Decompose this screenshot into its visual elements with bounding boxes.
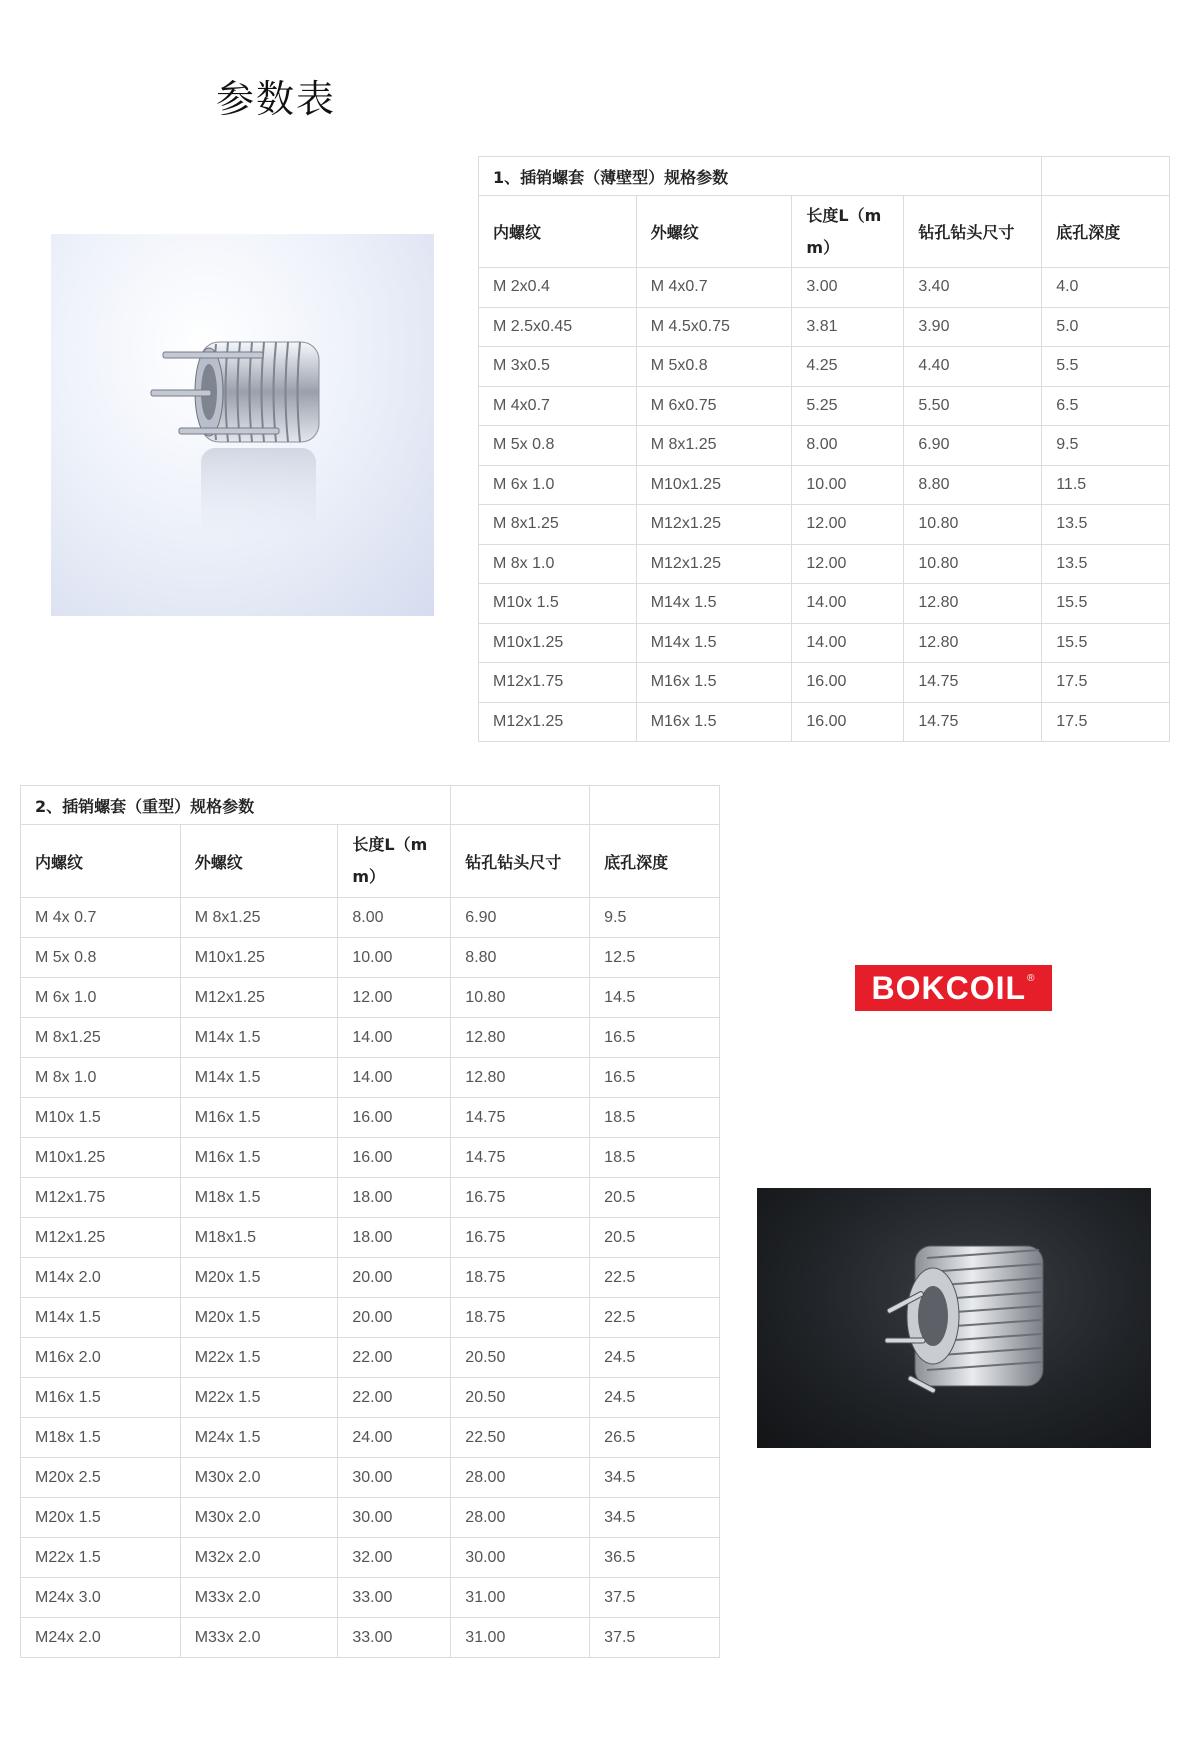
table-row: [479, 465, 1170, 505]
table-row: [21, 1058, 720, 1098]
table-row: [479, 307, 1170, 347]
product-photo-light: [51, 234, 434, 616]
cell-hole-depth: 4.0: [1042, 268, 1170, 308]
cell-drill-size: 12.80: [904, 584, 1042, 624]
cell-internal-thread: M12x1.75: [479, 663, 637, 703]
table-row: [21, 978, 720, 1018]
cell-hole-depth: 15.5: [1042, 623, 1170, 663]
table-row: [21, 1338, 720, 1378]
cell-external-thread: M33x 2.0: [180, 1618, 338, 1658]
cell-external-thread: M18x 1.5: [180, 1178, 338, 1218]
cell-length: 16.00: [338, 1138, 451, 1178]
cell-internal-thread: M 3x0.5: [479, 347, 637, 387]
cell-length: 33.00: [338, 1618, 451, 1658]
cell-internal-thread: M 8x1.25: [479, 505, 637, 545]
cell-internal-thread: M 5x 0.8: [21, 938, 181, 978]
table-row: [479, 584, 1170, 624]
cell-internal-thread: M 4x 0.7: [21, 898, 181, 938]
cell-external-thread: M14x 1.5: [180, 1018, 338, 1058]
cell-external-thread: M 8x1.25: [636, 426, 792, 466]
cell-length: 16.00: [792, 702, 904, 742]
cell-external-thread: M 6x0.75: [636, 386, 792, 426]
cell-internal-thread: M 2x0.4: [479, 268, 637, 308]
cell-hole-depth: 6.5: [1042, 386, 1170, 426]
cell-hole-depth: 12.5: [590, 938, 720, 978]
cell-drill-size: 20.50: [451, 1378, 590, 1418]
cell-internal-thread: M 8x 1.0: [21, 1058, 181, 1098]
cell-length: 20.00: [338, 1298, 451, 1338]
cell-internal-thread: M 5x 0.8: [479, 426, 637, 466]
table-row: [479, 505, 1170, 545]
cell-hole-depth: 17.5: [1042, 702, 1170, 742]
cell-external-thread: M 4.5x0.75: [636, 307, 792, 347]
cell-drill-size: 14.75: [904, 663, 1042, 703]
cell-length: 32.00: [338, 1538, 451, 1578]
cell-drill-size: 20.50: [451, 1338, 590, 1378]
table-row: [479, 544, 1170, 584]
cell-length: 22.00: [338, 1378, 451, 1418]
cell-external-thread: M16x 1.5: [636, 663, 792, 703]
header-external-thread: 外螺纹: [180, 825, 338, 898]
header-length: [338, 825, 451, 898]
cell-hole-depth: 11.5: [1042, 465, 1170, 505]
header-drill-size: 钻孔钻头尺寸: [904, 196, 1042, 268]
cell-hole-depth: 16.5: [590, 1018, 720, 1058]
cell-hole-depth: 37.5: [590, 1618, 720, 1658]
registered-mark: ®: [1027, 972, 1036, 984]
cell-internal-thread: M 2.5x0.45: [479, 307, 637, 347]
cell-internal-thread: M12x1.75: [21, 1178, 181, 1218]
cell-external-thread: M20x 1.5: [180, 1258, 338, 1298]
header-drill-size: 钻孔钻头尺寸: [451, 825, 590, 898]
cell-drill-size: 14.75: [451, 1138, 590, 1178]
cell-length: 12.00: [338, 978, 451, 1018]
table-row: [479, 268, 1170, 308]
cell-internal-thread: M20x 1.5: [21, 1498, 181, 1538]
header-hole-depth: 底孔深度: [1042, 196, 1170, 268]
cell-internal-thread: M 4x0.7: [479, 386, 637, 426]
table-caption-row: [479, 157, 1170, 196]
cell-drill-size: 16.75: [451, 1178, 590, 1218]
cell-drill-size: 10.80: [451, 978, 590, 1018]
cell-drill-size: 3.90: [904, 307, 1042, 347]
cell-hole-depth: 37.5: [590, 1578, 720, 1618]
cell-hole-depth: 22.5: [590, 1298, 720, 1338]
cell-external-thread: M30x 2.0: [180, 1498, 338, 1538]
cell-external-thread: M32x 2.0: [180, 1538, 338, 1578]
cell-length: 5.25: [792, 386, 904, 426]
cell-drill-size: 14.75: [451, 1098, 590, 1138]
cell-length: 10.00: [792, 465, 904, 505]
table-row: [21, 1178, 720, 1218]
cell-hole-depth: 5.0: [1042, 307, 1170, 347]
cell-drill-size: 10.80: [904, 544, 1042, 584]
cell-drill-size: 8.80: [451, 938, 590, 978]
cell-drill-size: 18.75: [451, 1298, 590, 1338]
table-row: [21, 1218, 720, 1258]
cell-hole-depth: 9.5: [590, 898, 720, 938]
cell-length: 8.00: [338, 898, 451, 938]
cell-drill-size: 12.80: [451, 1018, 590, 1058]
table-row: [479, 426, 1170, 466]
cell-length: 12.00: [792, 505, 904, 545]
cell-hole-depth: 22.5: [590, 1258, 720, 1298]
cell-length: 16.00: [338, 1098, 451, 1138]
table-row: [21, 938, 720, 978]
cell-internal-thread: M10x 1.5: [21, 1098, 181, 1138]
cell-drill-size: 16.75: [451, 1218, 590, 1258]
cell-drill-size: 6.90: [451, 898, 590, 938]
cell-length: 18.00: [338, 1218, 451, 1258]
cell-hole-depth: 13.5: [1042, 505, 1170, 545]
cell-external-thread: M24x 1.5: [180, 1418, 338, 1458]
cell-external-thread: M12x1.25: [636, 505, 792, 545]
cell-length: 8.00: [792, 426, 904, 466]
table-header-row: [21, 825, 720, 898]
cell-external-thread: M22x 1.5: [180, 1378, 338, 1418]
table-header-row: [479, 196, 1170, 268]
cell-length: 14.00: [338, 1018, 451, 1058]
table-row: [21, 1098, 720, 1138]
cell-internal-thread: M 8x 1.0: [479, 544, 637, 584]
table-row: [21, 1378, 720, 1418]
cell-internal-thread: M 6x 1.0: [21, 978, 181, 1018]
table-row: [21, 1298, 720, 1338]
header-hole-depth: 底孔深度: [590, 825, 720, 898]
table-caption: 1、插销螺套（薄壁型）规格参数: [479, 157, 1042, 196]
header-length: [792, 196, 904, 268]
cell-internal-thread: M 8x1.25: [21, 1018, 181, 1058]
cell-hole-depth: 26.5: [590, 1418, 720, 1458]
cell-hole-depth: 20.5: [590, 1218, 720, 1258]
cell-external-thread: M16x 1.5: [180, 1138, 338, 1178]
page-title: 参数表: [216, 77, 337, 121]
cell-drill-size: 18.75: [451, 1258, 590, 1298]
cell-external-thread: M14x 1.5: [636, 584, 792, 624]
cell-internal-thread: M 6x 1.0: [479, 465, 637, 505]
table-row: [479, 702, 1170, 742]
cell-hole-depth: 13.5: [1042, 544, 1170, 584]
cell-drill-size: 31.00: [451, 1618, 590, 1658]
brand-logo-text: BOKCOIL: [871, 969, 1027, 1006]
header-length-label: 长度L（m m）: [806, 205, 882, 257]
cell-drill-size: 10.80: [904, 505, 1042, 545]
cell-length: 16.00: [792, 663, 904, 703]
cell-external-thread: M10x1.25: [636, 465, 792, 505]
cell-internal-thread: M16x 1.5: [21, 1378, 181, 1418]
cell-external-thread: M 4x0.7: [636, 268, 792, 308]
cell-drill-size: 8.80: [904, 465, 1042, 505]
threaded-insert-illustration: [51, 234, 434, 616]
table-caption-empty-cell: [1042, 157, 1170, 196]
threaded-insert-illustration: [757, 1188, 1151, 1448]
cell-external-thread: M12x1.25: [180, 978, 338, 1018]
cell-length: 24.00: [338, 1418, 451, 1458]
cell-length: 33.00: [338, 1578, 451, 1618]
table-row: [479, 347, 1170, 387]
table-row: [479, 623, 1170, 663]
cell-external-thread: M22x 1.5: [180, 1338, 338, 1378]
table-caption-empty-cell: [590, 786, 720, 825]
cell-external-thread: M14x 1.5: [180, 1058, 338, 1098]
cell-length: 20.00: [338, 1258, 451, 1298]
cell-internal-thread: M24x 2.0: [21, 1618, 181, 1658]
cell-hole-depth: 5.5: [1042, 347, 1170, 387]
cell-length: 3.81: [792, 307, 904, 347]
table-caption-row: [21, 786, 720, 825]
table-row: [21, 1018, 720, 1058]
cell-hole-depth: 18.5: [590, 1138, 720, 1178]
cell-external-thread: M14x 1.5: [636, 623, 792, 663]
cell-external-thread: M30x 2.0: [180, 1458, 338, 1498]
cell-drill-size: 30.00: [451, 1538, 590, 1578]
cell-drill-size: 6.90: [904, 426, 1042, 466]
cell-hole-depth: 18.5: [590, 1098, 720, 1138]
cell-drill-size: 4.40: [904, 347, 1042, 387]
cell-drill-size: 28.00: [451, 1498, 590, 1538]
cell-drill-size: 22.50: [451, 1418, 590, 1458]
cell-length: 12.00: [792, 544, 904, 584]
header-internal-thread: 内螺纹: [21, 825, 181, 898]
cell-external-thread: M 8x1.25: [180, 898, 338, 938]
cell-length: 14.00: [792, 584, 904, 624]
cell-drill-size: 12.80: [904, 623, 1042, 663]
cell-internal-thread: M14x 2.0: [21, 1258, 181, 1298]
cell-external-thread: M33x 2.0: [180, 1578, 338, 1618]
cell-hole-depth: 15.5: [1042, 584, 1170, 624]
cell-length: 30.00: [338, 1458, 451, 1498]
cell-internal-thread: M22x 1.5: [21, 1538, 181, 1578]
cell-hole-depth: 16.5: [590, 1058, 720, 1098]
product-photo-dark: [757, 1188, 1151, 1448]
table-row: [21, 898, 720, 938]
cell-length: 18.00: [338, 1178, 451, 1218]
cell-drill-size: 14.75: [904, 702, 1042, 742]
spec-table-thin-wall: [478, 156, 1170, 742]
cell-drill-size: 12.80: [451, 1058, 590, 1098]
table-row: [21, 1138, 720, 1178]
cell-drill-size: 3.40: [904, 268, 1042, 308]
cell-external-thread: M16x 1.5: [636, 702, 792, 742]
cell-internal-thread: M16x 2.0: [21, 1338, 181, 1378]
cell-hole-depth: 24.5: [590, 1378, 720, 1418]
header-length-label: 长度L（m m）: [352, 835, 428, 886]
cell-length: 4.25: [792, 347, 904, 387]
cell-length: 14.00: [338, 1058, 451, 1098]
cell-internal-thread: M10x1.25: [21, 1138, 181, 1178]
cell-external-thread: M12x1.25: [636, 544, 792, 584]
cell-internal-thread: M24x 3.0: [21, 1578, 181, 1618]
cell-external-thread: M20x 1.5: [180, 1298, 338, 1338]
cell-hole-depth: 24.5: [590, 1338, 720, 1378]
cell-internal-thread: M12x1.25: [21, 1218, 181, 1258]
cell-external-thread: M18x1.5: [180, 1218, 338, 1258]
cell-drill-size: 5.50: [904, 386, 1042, 426]
table-row: [479, 386, 1170, 426]
cell-hole-depth: 36.5: [590, 1538, 720, 1578]
header-internal-thread: 内螺纹: [479, 196, 637, 268]
cell-hole-depth: 20.5: [590, 1178, 720, 1218]
cell-internal-thread: M12x1.25: [479, 702, 637, 742]
cell-length: 30.00: [338, 1498, 451, 1538]
table-row: [21, 1458, 720, 1498]
spec-table-heavy-duty: [20, 785, 720, 1658]
cell-length: 10.00: [338, 938, 451, 978]
table-row: [21, 1538, 720, 1578]
cell-external-thread: M10x1.25: [180, 938, 338, 978]
cell-external-thread: M 5x0.8: [636, 347, 792, 387]
cell-length: 3.00: [792, 268, 904, 308]
table-row: [21, 1418, 720, 1458]
cell-drill-size: 28.00: [451, 1458, 590, 1498]
table-row: [21, 1498, 720, 1538]
cell-internal-thread: M18x 1.5: [21, 1418, 181, 1458]
table-row: [21, 1618, 720, 1658]
cell-internal-thread: M10x1.25: [479, 623, 637, 663]
cell-hole-depth: 9.5: [1042, 426, 1170, 466]
cell-internal-thread: M10x 1.5: [479, 584, 637, 624]
cell-internal-thread: M20x 2.5: [21, 1458, 181, 1498]
cell-internal-thread: M14x 1.5: [21, 1298, 181, 1338]
header-external-thread: 外螺纹: [636, 196, 792, 268]
cell-hole-depth: 17.5: [1042, 663, 1170, 703]
cell-hole-depth: 34.5: [590, 1458, 720, 1498]
cell-drill-size: 31.00: [451, 1578, 590, 1618]
table-caption: 2、插销螺套（重型）规格参数: [21, 786, 451, 825]
cell-hole-depth: 14.5: [590, 978, 720, 1018]
cell-length: 14.00: [792, 623, 904, 663]
cell-length: 22.00: [338, 1338, 451, 1378]
table-caption-empty-cell: [451, 786, 590, 825]
cell-hole-depth: 34.5: [590, 1498, 720, 1538]
table-row: [479, 663, 1170, 703]
table-row: [21, 1258, 720, 1298]
table-row: [21, 1578, 720, 1618]
brand-logo: [855, 965, 1052, 1011]
cell-external-thread: M16x 1.5: [180, 1098, 338, 1138]
